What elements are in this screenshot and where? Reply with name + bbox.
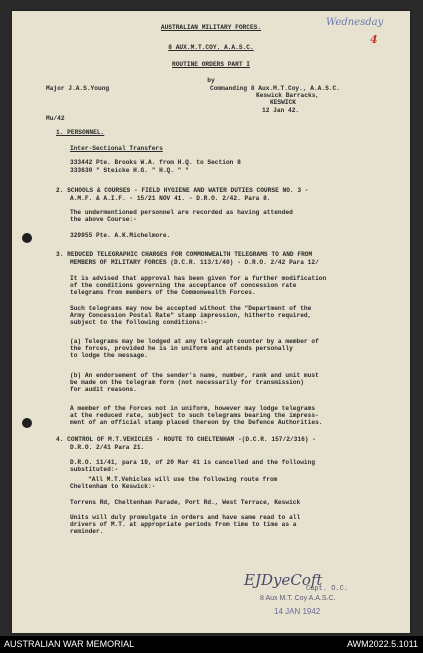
archive-footer (0, 636, 423, 653)
handwritten-day: Wednesday (326, 17, 384, 28)
section-3-para-3-line: at the reduced rate, subject to such telegrams bearing the impress- (70, 412, 319, 419)
section-3-para-1-line: of the conditions governing the acceptance of concession rate (70, 282, 297, 289)
section-2-title: 2. SCHOOLS & COURSES - FIELD HYGIENE AND WATER DUTIES COURSE NO. 3 - (56, 187, 309, 194)
doc-by: by (207, 77, 215, 84)
condition-b-line: (b) An endorsement of the sender's name, number, rank and unit must (70, 372, 319, 379)
section-4-para-1-line: substituted:- (70, 466, 119, 473)
section-4-para-2-line: reminder. (70, 528, 104, 535)
order-date: 12 Jan 42. (262, 107, 300, 114)
transfer-row-2: 333630 " Steicke H.G. " H.Q. " " (70, 167, 189, 174)
issuer-city: KESWICK (270, 99, 296, 106)
section-3-para-1-line: telegrams from members of the Commonwealth Forces. (70, 289, 256, 296)
condition-a-line: the forces, provided he is in uniform and attends personally (70, 345, 293, 352)
signature-unit: 8 Aux M.T. Coy A.A.S.C. (260, 595, 336, 602)
archive-name: AUSTRALIAN WAR MEMORIAL (4, 639, 135, 649)
section-4-title: 4. CONTROL OF M.T.VEHICLES - ROUTE TO CHELTENHAM -(D.C.R. 157/2/316) - (56, 436, 316, 443)
condition-b-line: be made on the telegram form (not necessarily for transmission) (70, 379, 304, 386)
section-4-route: Torrens Rd, Cheltenham Parade, Port Rd., West Terrace, Keswick (70, 499, 301, 506)
doc-orders-heading: ROUTINE ORDERS PART I (172, 61, 250, 68)
section-2-person: 329955 Pte. A.K.Michelmore. (70, 232, 171, 239)
section-3-para-2-line: Army Concession Postal Rate" stamp impression, hitherto required, (70, 312, 312, 319)
section-3-para-1-line: It is advised that approval has been given for a further modification (70, 275, 327, 282)
section-4-quote-line: "All M.T.Vehicles will use the following route from (88, 476, 278, 483)
signature-title: Capt. O.C. (306, 585, 349, 593)
section-1-title: 1. PERSONNEL. (56, 129, 105, 136)
section-2-title-cont: A.M.F. & A.I.F. - 15/21 NOV 41. - D.R.O. 2/42. Para 8. (70, 195, 271, 202)
archive-reference: AWM2022.5.1011 (346, 639, 418, 649)
received-date-stamp: 14 JAN 1942 (274, 607, 321, 616)
punch-hole-bottom (22, 418, 32, 428)
issuer-name: Major J.A.S.Young (46, 85, 110, 92)
condition-a-line: to lodge the message. (70, 352, 148, 359)
doc-unit: 8 AUX.M.T.COY. A.A.S.C. (168, 44, 254, 51)
section-3-para-3-line: ment of an official stamp placed thereon by the Defence Authorities. (70, 419, 323, 426)
section-4-para-2-line: drivers of M.T. at appropriate periods from time to time as a (70, 521, 297, 528)
section-4-para-2-line: Units will duly promulgate in orders and have same read to all (70, 514, 301, 521)
section-4-title-cont: D.R.O. 2/41 Para 21. (70, 444, 145, 451)
section-1-subtitle: Inter-Sectional Transfers (70, 145, 163, 152)
section-4-quote-line: Cheltenham to Keswick:- (70, 483, 156, 490)
section-3-para-2-line: subject to the following conditions:- (70, 319, 208, 326)
section-3-para-2-line: Such telegrams may now be accepted without the "Department of the (70, 305, 312, 312)
transfer-row-1: 333442 Pte. Brooks W.A. from H.Q. to Section 8 (70, 159, 241, 166)
section-2-body-2: the above Course:- (70, 216, 137, 223)
issuer-location: Keswick Barracks, (256, 92, 320, 99)
order-reference: Mu/42 (46, 115, 65, 122)
punch-hole-top (22, 233, 32, 243)
section-4-para-1-line: D.R.O. 11/41, para 19, of 20 Mar 41 is cancelled and the following (70, 459, 316, 466)
section-3-para-3-line: A member of the Forces not in uniform, however may lodge telegrams (70, 405, 316, 412)
doc-title: AUSTRALIAN MILITARY FORCES. (160, 24, 262, 31)
issuer-role: Commanding 8 Aux.M.T.Coy., A.A.S.C. (210, 85, 340, 92)
section-3-title-cont: MEMBERS OF MILITARY FORCES (D.C.R. 113/1/40) - D.R.O. 2/42 Para 12/ (70, 259, 319, 266)
document-page (12, 11, 410, 633)
section-3-title: 3. REDUCED TELEGRAPHIC CHARGES FOR COMMONWEALTH TELEGRAMS TO AND FROM (56, 251, 313, 258)
red-page-mark: 4 (370, 33, 378, 46)
condition-b-line: for audit reasons. (70, 386, 137, 393)
signature: EJDyeCoft (244, 571, 323, 589)
section-2-body-1: The undermentioned personnel are recorded as having attended (70, 209, 293, 216)
condition-a-line: (a) Telegrams may be lodged at any telegraph counter by a member of (70, 338, 319, 345)
